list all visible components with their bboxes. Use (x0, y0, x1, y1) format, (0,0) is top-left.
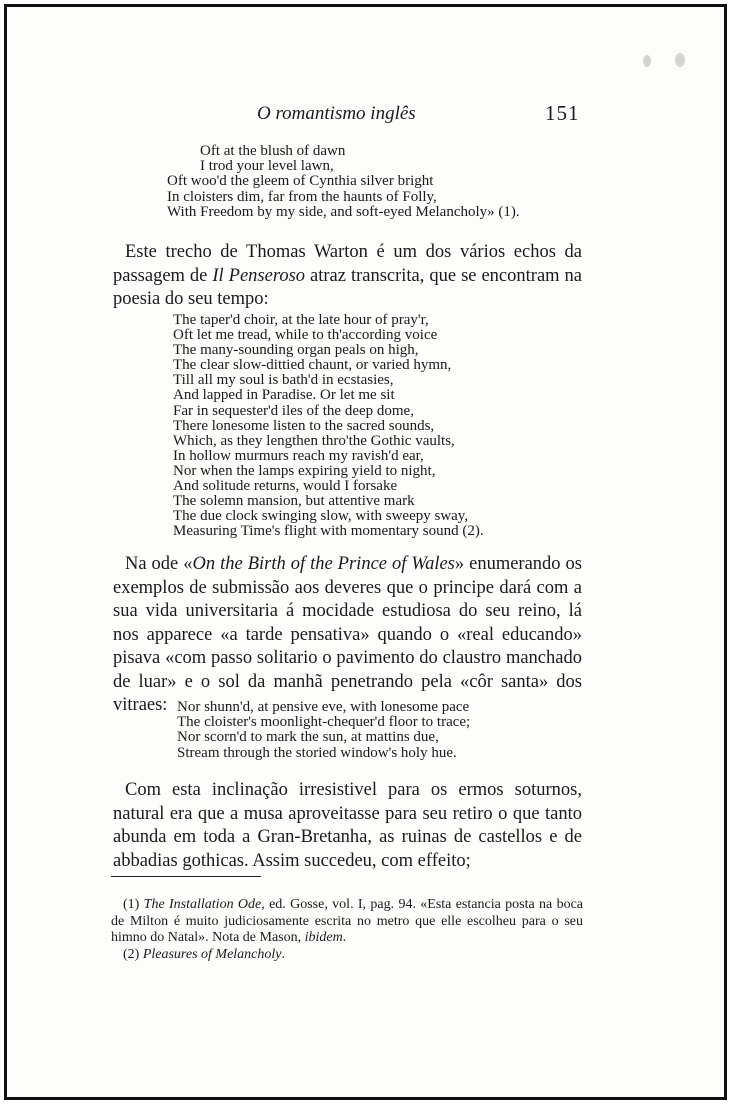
scan-blot (643, 55, 651, 67)
verse-line: Stream through the storied window's holy hue. (177, 744, 457, 761)
paragraph-1 (113, 241, 582, 312)
verse-quote-1 (167, 144, 520, 220)
verse-line: Far in sequester'd iles of the deep dome, (173, 402, 414, 419)
verse-line: In cloisters dim, far from the haunts of Folly, (167, 188, 437, 205)
paragraph-3 (113, 779, 582, 873)
verse-quote-2 (173, 313, 484, 539)
verse-line: In hollow murmurs reach my ravish'd ear, (173, 447, 424, 464)
footnote-text: . (342, 930, 347, 945)
verse-quote-3 (177, 700, 470, 761)
footnote-marker: (2) (123, 946, 140, 962)
paragraph-2 (113, 553, 582, 718)
verse-line: The many-sounding organ peals on high, (173, 342, 419, 359)
verse-line: And solitude returns, would I forsake (173, 478, 398, 495)
verse-line: Till all my soul is bath'd in ecstasies, (173, 372, 394, 389)
verse-line: Oft woo'd the gleem of Cynthia silver bright (167, 173, 434, 190)
verse-line: The solemn mansion, but attentive mark (173, 493, 415, 510)
footnote-1 (111, 897, 583, 947)
verse-line: Oft at the blush of dawn (200, 143, 346, 159)
work-title: On the Birth of the Prince of Wales (192, 554, 455, 574)
footnote-title: Pleasures of Melancholy (142, 946, 282, 962)
verse-line: The cloister's moonlight-chequer'd floor to trace; (177, 714, 471, 731)
verse-line: Which, as they lengthen thro'the Gothic vaults, (173, 432, 455, 449)
page-header (7, 103, 724, 131)
footnote-divider (111, 876, 261, 877)
verse-line: The due clock swinging slow, with sweepy sway, (173, 508, 469, 525)
verse-line: And lapped in Paradise. Or let me sit (173, 387, 395, 404)
footnote-ibidem: ibidem (304, 930, 343, 945)
verse-line: Measuring Time's flight with momentary sound (2). (173, 523, 484, 540)
verse-line: Nor shunn'd, at pensive eve, with lonesome pace (177, 699, 470, 715)
book-page (4, 4, 727, 1100)
footnotes (111, 897, 583, 963)
verse-line: Oft let me tread, while to th'according voice (173, 327, 438, 344)
paragraph-text: Com esta inclinação irresistivel para os ermos soturnos, natural era que a musa aproveitasse para seu retiro o que tanto abunda em toda a Gran-Bretanha, as ruinas de castellos e de abbadias gothicas. Assim succedeu, com effeito; (113, 780, 582, 871)
verse-line: There lonesome listen to the sacred sounds, (173, 417, 435, 434)
scan-blot (675, 53, 685, 67)
paragraph-text: » enumerando os exemplos de submissão aos deveres que o principe dará com a sua vida universitaria á mocidade estudiosa do seu reino, lá nos apparece «a tarde pensativa» quando o «real educando» pisava «com passo solitario o pavimento do claustro manchado de luar» e o sol da manhã penetrando pela «côr santa» dos vitraes: (113, 554, 582, 715)
footnote-title: The Installation Ode (143, 897, 262, 912)
verse-line: Nor when the lamps expiring yield to night, (173, 462, 436, 479)
footnote-text: , ed. Gosse, vol. I, pag. 94. «Esta estancia posta na boca de Milton é muito judiciosamente escrita no metro que elle escolheu para o seu himno do Natal». Nota de Mason, (111, 897, 583, 945)
running-title: O romantismo inglês (257, 103, 416, 124)
paragraph-text: atraz transcrita, que se encontram na poesia do seu tempo: (113, 265, 582, 309)
footnote-text: . (281, 946, 285, 962)
verse-line: With Freedom by my side, and soft-eyed Melancholy» (1). (167, 203, 520, 220)
paragraph-text: Este trecho de Thomas Warton é um dos vários echos da passagem de (113, 242, 582, 286)
verse-line: I trod your level lawn, (200, 158, 334, 175)
page-number: 151 (545, 101, 580, 125)
verse-line: The taper'd choir, at the late hour of pray'r, (173, 312, 429, 328)
footnote-2 (111, 947, 583, 964)
work-title: Il Penseroso (212, 265, 306, 286)
verse-line: The clear slow-dittied chaunt, or varied hymn, (173, 357, 452, 374)
verse-line: Nor scorn'd to mark the sun, at mattins due, (177, 729, 439, 746)
footnote-marker: (1) (123, 897, 140, 912)
paragraph-text: Na ode « (125, 554, 193, 574)
